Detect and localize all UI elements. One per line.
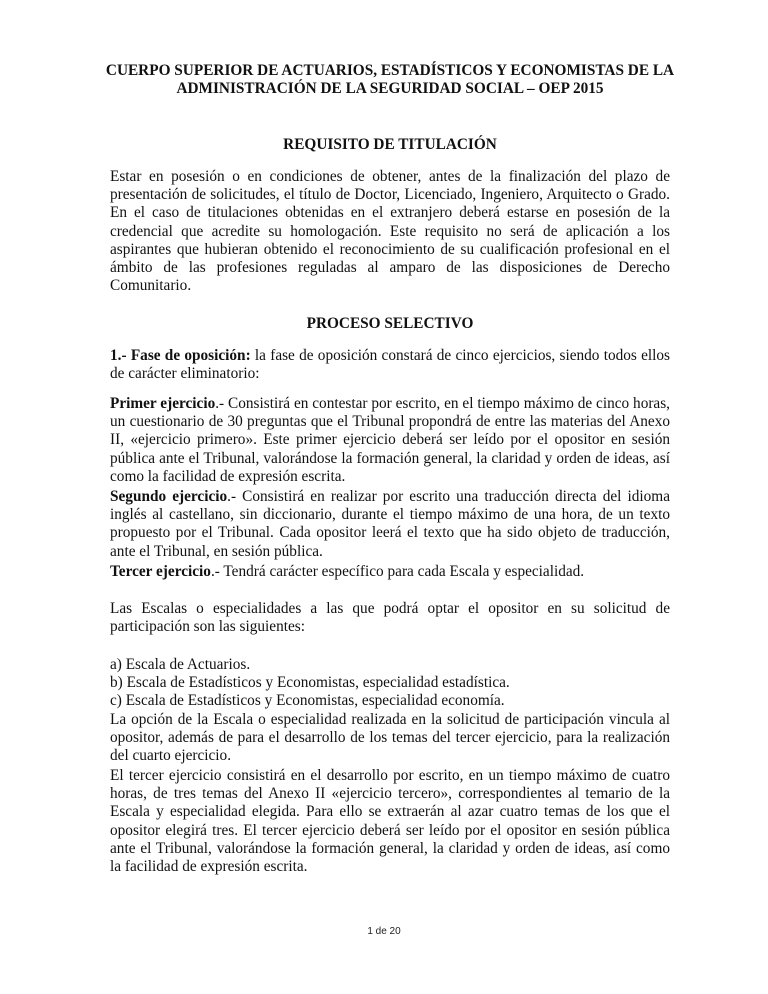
segundo-ejercicio-paragraph bbox=[110, 488, 670, 561]
title-line-1: CUERPO SUPERIOR DE ACTUARIOS, ESTADÍSTICOS Y ECONOMISTAS DE LA bbox=[105, 62, 675, 79]
primer-ejercicio-paragraph bbox=[110, 395, 670, 486]
fase-oposicion-text: la fase de oposición constará de cinco ejercicios, siendo todos ellos de carácter eliminatorio: bbox=[110, 347, 670, 383]
escala-item: a) Escala de Actuarios. bbox=[110, 656, 251, 673]
opcion-paragraph: La opción de la Escala o especialidad realizada en la solicitud de participación vincula al opositor, además de para el desarrollo de los temas del tercer ejercicio, para la realización del cuarto ejercicio. bbox=[110, 711, 670, 765]
tercer-ejercicio-text: .- Tendrá carácter específico para cada Escala y especialidad. bbox=[210, 563, 585, 580]
escalas-list bbox=[110, 656, 670, 711]
requisito-paragraph: Estar en posesión o en condiciones de obtener, antes de la finalización del plazo de presentación de solicitudes, el título de Doctor, Licenciado, Ingeniero, Arquitecto o Grado. En el caso de titulaciones obtenidas en el extranjero deberá estarse en posesión de la credencial que acredite su homologación. Este requisito no será de aplicación a los aspirantes que hubieran obtenido el reconocimiento de su cualificación profesional en el ámbito de las profesiones reguladas al amparo de las disposiciones de Derecho Comunitario. bbox=[110, 168, 670, 295]
primer-ejercicio-label: Primer ejercicio bbox=[110, 395, 216, 412]
section-heading-requisito: REQUISITO DE TITULACIÓN bbox=[283, 136, 497, 153]
segundo-ejercicio-text: .- Consistirá en realizar por escrito una traducción directa del idioma inglés al castellano, sin diccionario, durante el tiempo máximo de una hora, de un texto propuesto por el Tribunal. Cada opositor leerá el texto que ha sido objeto de traducción, ante el Tribunal, en sesión pública. bbox=[110, 488, 670, 560]
escala-item: b) Escala de Estadísticos y Economistas, especialidad estadística. bbox=[110, 674, 510, 692]
segundo-ejercicio-label: Segundo ejercicio bbox=[110, 488, 228, 505]
document-title bbox=[100, 62, 680, 98]
title-line-2: ADMINISTRACIÓN DE LA SEGURIDAD SOCIAL – OEP 2015 bbox=[176, 80, 604, 97]
section-heading-proceso: PROCESO SELECTIVO bbox=[306, 315, 474, 332]
tercer-detalle-paragraph: El tercer ejercicio consistirá en el desarrollo por escrito, en un tiempo máximo de cuatro horas, de tres temas del Anexo II «ejercicio tercero», correspondientes al temario de la Escala y especialidad elegida. Para ello se extraerán al azar cuatro temas de los que el opositor elegirá tres. El tercer ejercicio deberá ser leído por el opositor en sesión pública ante el Tribunal, valorándose la formación general, la claridad y orden de ideas, así como la facilidad de expresión escrita. bbox=[110, 767, 670, 876]
tercer-ejercicio-label: Tercer ejercicio bbox=[110, 563, 211, 580]
fase-oposicion-label: 1.- Fase de oposición: bbox=[110, 347, 251, 364]
escala-item: c) Escala de Estadísticos y Economistas, especialidad economía. bbox=[110, 692, 505, 710]
tercer-ejercicio-paragraph bbox=[110, 563, 670, 581]
escalas-intro-paragraph: Las Escalas o especialidades a las que podrá optar el opositor en su solicitud de participación son las siguientes: bbox=[110, 600, 670, 636]
primer-ejercicio-text: .- Consistirá en contestar por escrito, en el tiempo máximo de cinco horas, un cuestionario de 30 preguntas que el Tribunal propondrá de entre las materias del Anexo II, «ejercicio primero». Este primer ejercicio deberá ser leído por el opositor en sesión pública ante el Tribunal, valorándose la formación general, la claridad y orden de ideas, así como la facilidad de expresión escrita. bbox=[110, 395, 671, 485]
page-number: 1 de 20 bbox=[367, 926, 401, 937]
fase-oposicion-paragraph bbox=[110, 347, 670, 383]
